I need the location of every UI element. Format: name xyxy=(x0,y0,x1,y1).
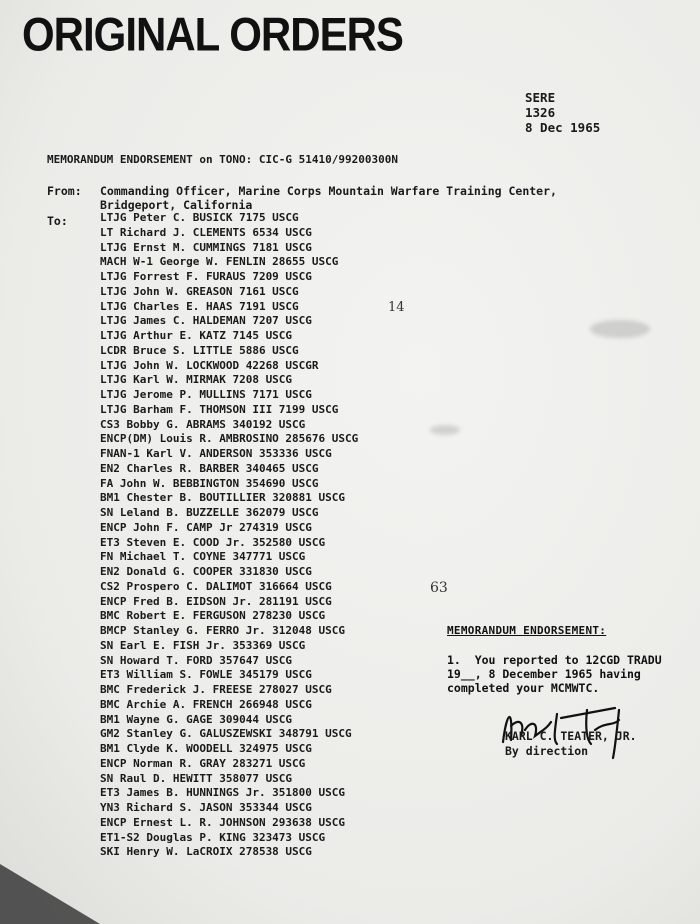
recipient-item: LTJG Charles E. HAAS 7191 USCG xyxy=(100,299,299,313)
endorsement-body: 1. You reported to 12CGD TRADU 19__, 8 December 1965 having completed your MCMWTC. xyxy=(447,653,662,695)
recipient-item: ET3 Steven E. COOD Jr. 352580 USCG xyxy=(100,535,326,549)
by-direction: By direction xyxy=(505,744,589,758)
recipient-item: BMC Frederick J. FREESE 278027 USCG xyxy=(100,683,332,696)
recipient-item: FN Michael T. COYNE 347771 USCG xyxy=(100,550,306,564)
recipient-item: LTJG Arthur E. KATZ 7145 USCG xyxy=(100,329,293,342)
recipient-item: CS2 Prospero C. DALIMOT 316664 USCG xyxy=(100,579,332,593)
recipient-item: SN Raul D. HEWITT 358077 USCG xyxy=(100,771,293,785)
recipient-item: ENCP John F. CAMP Jr 274319 USCG xyxy=(100,520,312,534)
memo-title: MEMORANDUM ENDORSEMENT on TONO: CIC-G 51410/99200300N xyxy=(47,153,398,166)
recipient-item: LTJG Barham F. THOMSON III 7199 USCG xyxy=(100,402,339,416)
recipient-item: LTJG John W. LOCKWOOD 42268 USCGR xyxy=(100,358,319,372)
signer-name: KARL C. TEATER, JR. xyxy=(505,729,637,743)
margin-note: 14 xyxy=(388,300,405,315)
recipient-item: ET3 William S. FOWLE 345179 USCG xyxy=(100,668,312,682)
recipient-item: ENCP Fred B. EIDSON Jr. 281191 USCG xyxy=(100,594,332,608)
recipient-item: SKI Henry W. LaCROIX 278538 USCG xyxy=(100,845,312,859)
recipient-item: ENCP Norman R. GRAY 283271 USCG xyxy=(100,756,306,770)
from-text: Commanding Officer, Marine Corps Mountain Warfare Training Center, Bridgeport, California xyxy=(100,184,557,212)
recipient-item: LT Richard J. CLEMENTS 6534 USCG xyxy=(100,225,312,239)
recipient-item: SN Earl E. FISH Jr. 353369 USCG xyxy=(100,638,306,652)
recipient-item: ET1-S2 Douglas P. KING 323473 USCG xyxy=(100,830,326,844)
recipient-item: EN2 Donald G. COOPER 331830 USCG xyxy=(100,565,312,578)
recipient-item: LTJG James C. HALDEMAN 7207 USCG xyxy=(100,314,312,328)
recipient-item: LTJG Forrest F. FURAUS 7209 USCG xyxy=(100,270,312,283)
recipient-list xyxy=(100,211,358,860)
reference-date: 8 Dec 1965 xyxy=(525,120,601,135)
recipient-item: LTJG Jerome P. MULLINS 7171 USCG xyxy=(100,388,312,401)
recipient-item: LCDR Bruce S. LITTLE 5886 USCG xyxy=(100,343,299,357)
recipient-item: ENCP(DM) Louis R. AMBROSINO 285676 USCG xyxy=(100,432,359,446)
recipient-item: LTJG Karl W. MIRMAK 7208 USCG xyxy=(100,373,293,387)
ink-smudge xyxy=(430,425,460,435)
recipient-item: BMC Robert E. FERGUSON 278230 USCG xyxy=(100,609,326,623)
recipient-item: LTJG Peter C. BUSICK 7175 USCG xyxy=(100,211,299,224)
recipient-item: FNAN-1 Karl V. ANDERSON 353336 USCG xyxy=(100,447,332,460)
recipient-item: ET3 James B. HUNNINGS Jr. 351800 USCG xyxy=(100,786,346,800)
page-corner-shadow xyxy=(0,864,100,924)
ink-smudge xyxy=(590,320,650,338)
reference-block xyxy=(525,90,600,135)
original-orders-stamp: ORIGINAL ORDERS xyxy=(22,8,403,61)
endorsement-stamp xyxy=(447,624,662,695)
recipient-item: BM1 Chester B. BOUTILLIER 320881 USCG xyxy=(100,491,346,505)
recipient-item: GM2 Stanley G. GALUSZEWSKI 348791 USCG xyxy=(100,727,352,741)
recipient-item: LTJG Ernst M. CUMMINGS 7181 USCG xyxy=(100,240,312,254)
reference-code: SERE xyxy=(525,90,556,105)
recipient-item: BMC Archie A. FRENCH 266948 USCG xyxy=(100,697,312,711)
recipient-item: MACH W-1 George W. FENLIN 28655 USCG xyxy=(100,255,339,269)
recipient-item: BM1 Clyde K. WOODELL 324975 USCG xyxy=(100,742,312,755)
recipient-item: CS3 Bobby G. ABRAMS 340192 USCG xyxy=(100,417,306,431)
recipient-item: SN Leland B. BUZZELLE 362079 USCG xyxy=(100,506,319,519)
to-label: To: xyxy=(47,214,68,228)
recipient-item: ENCP Ernest L. R. JOHNSON 293638 USCG xyxy=(100,815,346,829)
recipient-item: SN Howard T. FORD 357647 USCG xyxy=(100,653,293,667)
margin-note: 63 xyxy=(430,580,448,596)
recipient-item: FA John W. BEBBINGTON 354690 USCG xyxy=(100,476,319,490)
endorsement-title: MEMORANDUM ENDORSEMENT: xyxy=(447,624,607,637)
recipient-item: EN2 Charles R. BARBER 340465 USCG xyxy=(100,461,319,475)
recipient-item: LTJG John W. GREASON 7161 USCG xyxy=(100,284,299,298)
recipient-item: BMCP Stanley G. FERRO Jr. 312048 USCG xyxy=(100,624,346,637)
reference-number: 1326 xyxy=(525,105,556,120)
from-label: From: xyxy=(47,184,82,198)
recipient-item: BM1 Wayne G. GAGE 309044 USCG xyxy=(100,712,293,726)
recipient-item: YN3 Richard S. JASON 353344 USCG xyxy=(100,801,312,814)
